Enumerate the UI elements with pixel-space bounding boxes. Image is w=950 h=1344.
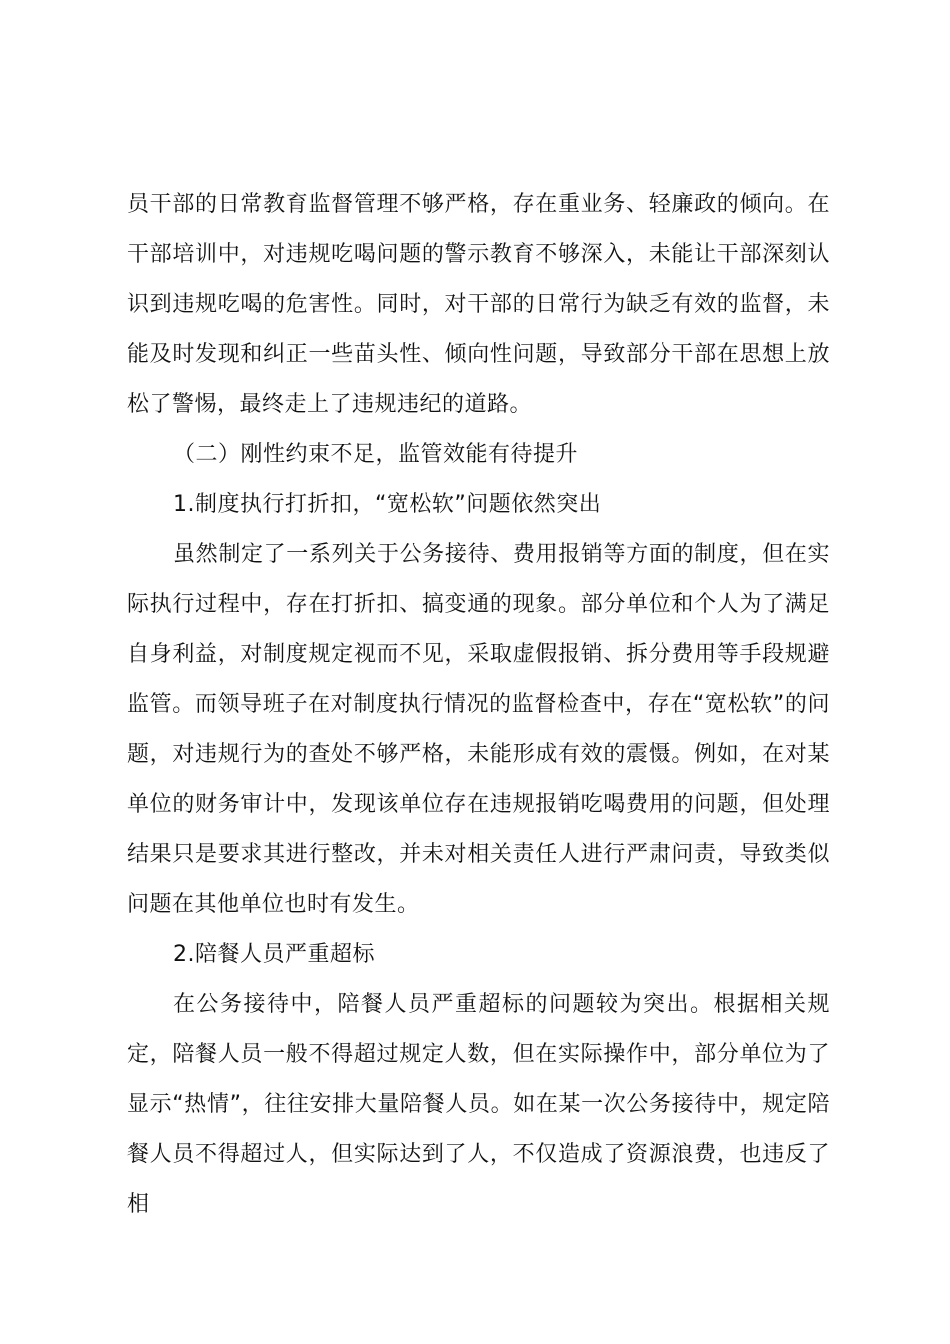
body-paragraph-3: 在公务接待中，陪餐人员严重超标的问题较为突出。根据相关规定，陪餐人员一般不得超过规定人数，但在实际操作中，部分单位为了显示“热情”，往往安排大量陪餐人员。如在某一次公务接待中，规定陪餐人员不得超过人，但实际达到了人，不仅造成了资源浪费，也违反了相	[127, 992, 830, 1217]
subsection-heading-1: 1.制度执行打折扣，“宽松软”问题依然突出	[173, 492, 602, 517]
body-paragraph-2: 虽然制定了一系列关于公务接待、费用报销等方面的制度，但在实际执行过程中，存在打折扣、搞变通的现象。部分单位和个人为了满足自身利益，对制度规定视而不见，采取虚假报销、拆分费用等手段规避监管。而领导班子在对制度执行情况的监督检查中，存在“宽松软”的问题，对违规行为的查处不够严格，未能形成有效的震慑。例如，在对某单位的财务审计中，发现该单位存在违规报销吃喝费用的问题，但处理结果只是要求其进行整改，并未对相关责任人进行严肃问责，导致类似问题在其他单位也时有发生。	[127, 542, 830, 917]
section-heading-2: （二）刚性约束不足，监管效能有待提升	[173, 442, 579, 467]
body-paragraph-1: 员干部的日常教育监督管理不够严格，存在重业务、轻廉政的倾向。在干部培训中，对违规吃喝问题的警示教育不够深入，未能让干部深刻认识到违规吃喝的危害性。同时，对干部的日常行为缺乏有效的监督，未能及时发现和纠正一些苗头性、倾向性问题，导致部分干部在思想上放松了警惕，最终走上了违规违纪的道路。	[127, 192, 830, 417]
subsection-heading-2: 2.陪餐人员严重超标	[173, 942, 375, 967]
